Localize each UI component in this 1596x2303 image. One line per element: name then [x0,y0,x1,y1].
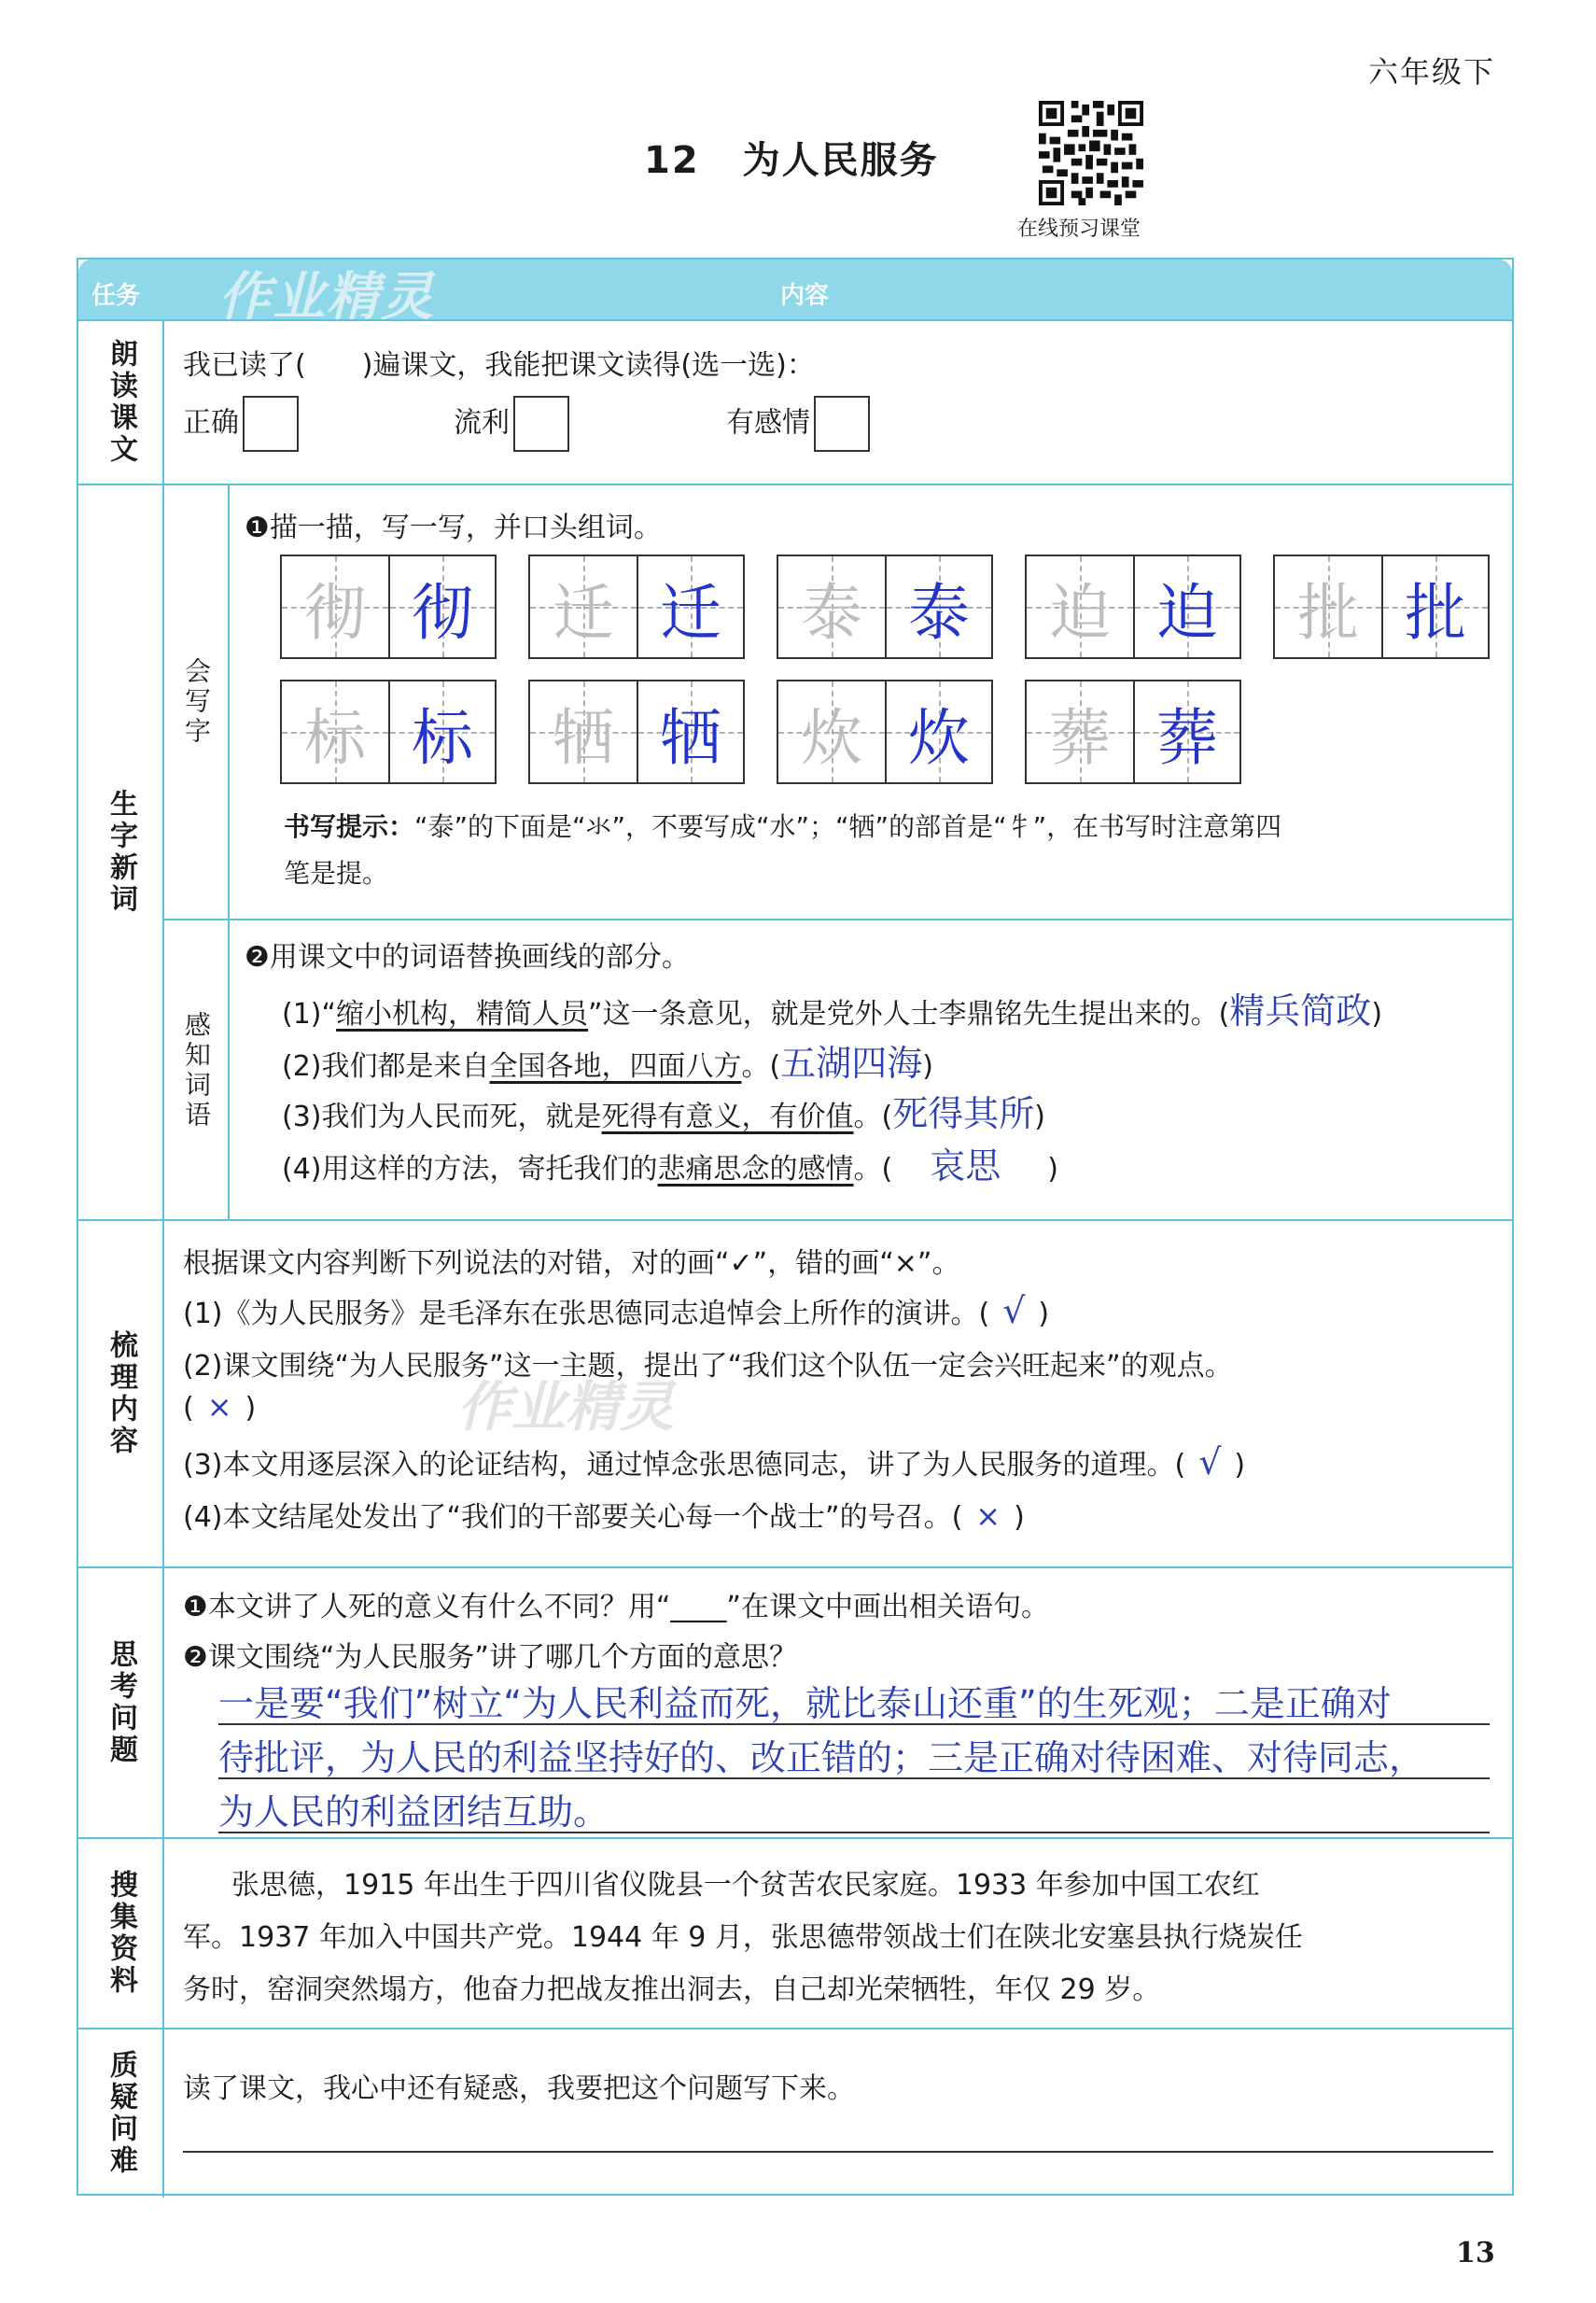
char-grid: 炊 炊 [777,680,993,784]
judge-item: (2)课文围绕“为人民服务”这一主题，提出了“我们这个队伍一定会兴旺起来”的观点。 [183,1350,1233,1383]
perceive-item: (1)“缩小机构，精简人员”这一条意见，就是党外人士李鼎铭先生提出来的。(精兵简政) [282,990,1383,1032]
char-grid: 泰 泰 [777,555,993,659]
reading-prompt: 我已读了( )遍课文，我能把课文读得(选一选)： [183,349,815,382]
writing-tip: 书写提示：“泰”的下面是“氺”，不要写成“水”；“牺”的部首是“牜”，在书写时注意第四 [284,811,1282,842]
row-question [78,2028,1512,2198]
answer-rule [218,1832,1490,1833]
row-reading [78,319,1512,484]
checkbox[interactable] [243,396,299,452]
table-header [78,260,1512,328]
task-label: 朗读课文 [78,321,164,484]
option-correct[interactable]: 正确 [183,396,299,452]
task-label: 生字新词 [78,485,164,1219]
row-collect [78,1837,1512,2028]
header-content: 内容 [780,282,830,310]
page-number: 13 [1456,2237,1495,2269]
header-task: 任务 [91,282,141,310]
lesson-number: 12 [644,139,700,182]
char-grid: 牺 牺 [528,680,745,784]
think-q1: ❶本文讲了人死的意义有什么不同？用“____”在课文中画出相关语句。 [183,1591,1049,1623]
question-prompt: 读了课文，我心中还有疑惑，我要把这个问题写下来。 [183,2072,855,2105]
row-sort [78,1219,1512,1566]
perceive-instruction: ❷用课文中的词语替换画线的部分。 [245,941,690,974]
lesson-title-text: 为人民服务 [742,139,939,182]
sub-perceive: 感知词语 [164,919,230,1221]
checkbox[interactable] [513,396,569,452]
lesson-title [644,131,939,184]
writing-tip-cont: 笔是提。 [284,858,389,889]
qr-label: 在线预习课堂 [1017,218,1141,241]
row-words [78,484,1512,1219]
task-label: 梳理内容 [78,1221,164,1566]
row-think [78,1566,1512,1837]
perceive-item: (4)用这样的方法，寄托我们的悲痛思念的感情。( 哀思 ) [282,1145,1058,1187]
watermark: 作业精灵 [457,1375,675,1439]
char-grid: 批 批 [1273,555,1490,659]
checkbox[interactable] [814,396,870,452]
think-q2: ❷课文围绕“为人民服务”讲了哪几个方面的意思？ [183,1641,797,1674]
watermark: 作业精灵 [218,267,435,328]
answer-line: 为人民的利益团结互助。 [218,1791,609,1833]
divider [230,919,1512,920]
perceive-item: (3)我们为人民而死，就是死得有意义，有价值。(死得其所) [282,1093,1045,1134]
collect-line: 军。1937 年加入中国共产党。1944 年 9 月，张思德带领战士们在陕北安塞县执行烧炭任 [183,1921,1303,1954]
perceive-item: (2)我们都是来自全国各地，四面八方。(五湖四海) [282,1043,933,1084]
char-grid: 彻 彻 [280,555,497,659]
sort-intro: 根据课文内容判断下列说法的对错，对的画“✓”，错的画“×”。 [183,1247,960,1280]
char-grid: 标 标 [280,680,497,784]
judge-item: (3)本文用逐层深入的论证结构，通过悼念张思德同志，讲了为人民服务的道理。( √ ) [183,1441,1246,1482]
task-label: 质疑问难 [78,2029,164,2198]
option-fluent[interactable]: 流利 [454,396,569,452]
qr-code-icon[interactable] [1036,101,1146,205]
sub-write: 会写字 [164,485,230,919]
task-label: 思考问题 [78,1568,164,1837]
collect-line: 务时，窑洞突然塌方，他奋力把战友推出洞去，自己却光荣牺牲，年仅 29 岁。 [183,1973,1161,2006]
task-label: 搜集资料 [78,1839,164,2028]
option-emotion[interactable]: 有感情 [726,396,870,452]
judge-item: (1)《为人民服务》是毛泽东在张思德同志追悼会上所作的演讲。( √ ) [183,1290,1050,1331]
judge-item-cont: ( × ) [183,1389,257,1425]
write-instruction: ❶描一描，写一写，并口头组词。 [245,512,662,544]
answer-rule [218,1723,1490,1725]
answer-rule [218,1777,1490,1779]
judge-item: (4)本文结尾处发出了“我们的干部要关心每一个战士”的号召。( × ) [183,1498,1025,1534]
answer-line: 一是要“我们”树立“为人民利益而死，就比泰山还重”的生死观；二是正确对 [218,1683,1392,1724]
answer-rule[interactable] [183,2151,1493,2153]
answer-line: 待批评，为人民的利益坚持好的、改正错的；三是正确对待困难、对待同志， [218,1737,1425,1778]
char-grid: 葬 葬 [1025,680,1241,784]
grade-label: 六年级下 [1367,54,1495,90]
char-grid: 迁 迁 [528,555,745,659]
collect-line: 张思德，1915 年出生于四川省仪陇县一个贫苦农民家庭。1933 年参加中国工农红 [231,1869,1260,1902]
worksheet-table [77,258,1514,2196]
char-grid: 迫 迫 [1025,555,1241,659]
